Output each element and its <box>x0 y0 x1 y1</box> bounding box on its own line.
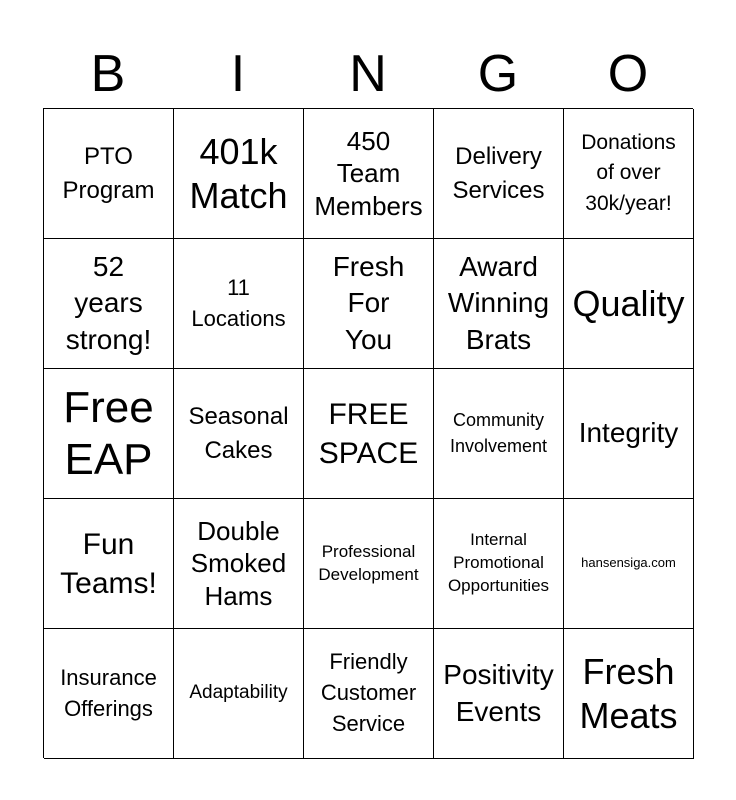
cell-text: Internal Promotional Opportunities <box>447 530 550 595</box>
bingo-cell[interactable] <box>434 499 564 629</box>
header-letter-o: O <box>607 45 649 103</box>
cell-text: Fresh Meats <box>579 651 678 736</box>
cell-text: Donations of over 30k/year! <box>581 130 676 215</box>
header-letter-n: N <box>349 45 387 103</box>
bingo-cell[interactable] <box>44 109 174 239</box>
cell-text: Integrity <box>578 417 679 449</box>
cell-text: 450 Team Members <box>314 125 423 221</box>
cell-text: Fresh For You <box>332 250 405 355</box>
header-letter-g: G <box>477 45 519 103</box>
cell-text: Insurance Offerings <box>60 664 157 721</box>
bingo-cell[interactable] <box>304 109 434 239</box>
bingo-cell[interactable] <box>44 239 174 369</box>
bingo-cell[interactable] <box>434 369 564 499</box>
bingo-cell[interactable] <box>174 499 304 629</box>
bingo-cell[interactable] <box>304 239 434 369</box>
bingo-cell[interactable] <box>174 109 304 239</box>
bingo-cell[interactable] <box>174 369 304 499</box>
bingo-cell[interactable] <box>174 239 304 369</box>
cell-text: 11 Locations <box>191 274 286 331</box>
cell-text: Free EAP <box>63 382 154 484</box>
bingo-cell[interactable] <box>564 369 694 499</box>
cell-text: Adaptability <box>189 682 288 704</box>
bingo-header <box>43 40 693 108</box>
cell-text: Double Smoked Hams <box>190 515 287 611</box>
cell-text: Community Involvement <box>449 410 548 456</box>
bingo-cell[interactable] <box>44 499 174 629</box>
bingo-cell[interactable] <box>564 499 694 629</box>
cell-text: 52 years strong! <box>65 250 152 355</box>
bingo-cell[interactable] <box>44 629 174 759</box>
cell-text: 401k Match <box>189 131 288 216</box>
bingo-board <box>43 108 693 758</box>
bingo-cell[interactable] <box>564 629 694 759</box>
bingo-cell[interactable] <box>44 369 174 499</box>
cell-text: FREE SPACE <box>318 397 419 470</box>
header-letter-b: B <box>90 45 126 103</box>
cell-text: Professional Development <box>318 541 419 584</box>
bingo-cell[interactable] <box>174 629 304 759</box>
bingo-cell[interactable] <box>304 629 434 759</box>
cell-text: hansensiga.com <box>581 555 676 571</box>
bingo-cell[interactable] <box>434 629 564 759</box>
bingo-cell[interactable] <box>434 109 564 239</box>
cell-text: Friendly Customer Service <box>320 649 417 736</box>
bingo-cell[interactable] <box>564 109 694 239</box>
cell-text: Delivery Services <box>452 142 545 204</box>
cell-text: Fun Teams! <box>60 527 157 600</box>
header-letter-i: I <box>230 45 246 103</box>
bingo-cell[interactable] <box>304 499 434 629</box>
bingo-cell[interactable] <box>564 239 694 369</box>
bingo-cell[interactable] <box>434 239 564 369</box>
free-space-cell[interactable] <box>304 369 434 499</box>
cell-text: Quality <box>572 282 685 324</box>
cell-text: Positivity Events <box>443 659 554 727</box>
cell-text: Seasonal Cakes <box>188 402 289 464</box>
cell-text: Award Winning Brats <box>447 250 550 355</box>
cell-text: PTO Program <box>62 142 155 204</box>
